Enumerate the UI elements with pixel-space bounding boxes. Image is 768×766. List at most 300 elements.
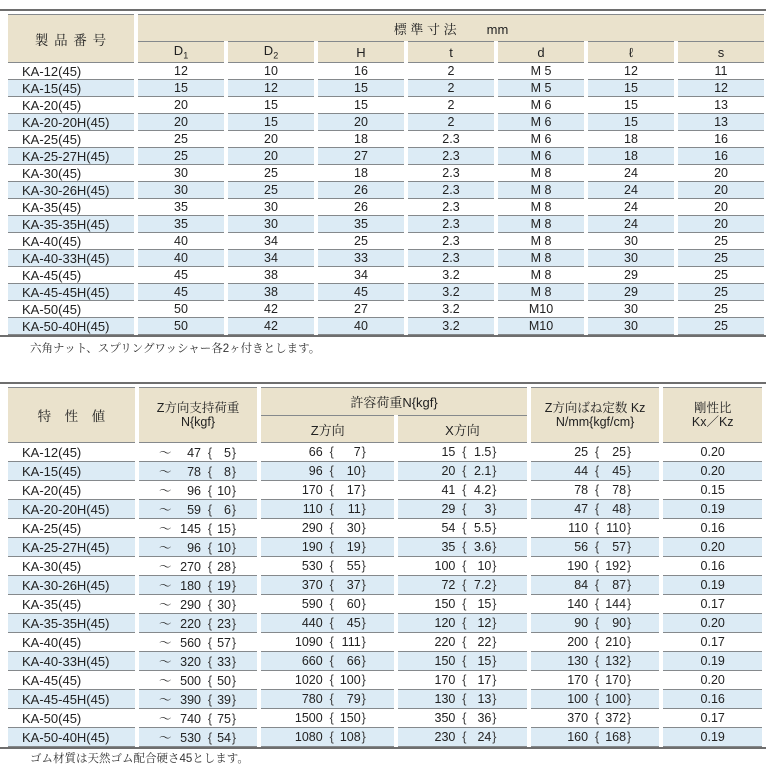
spring-constant-cell <box>531 461 660 480</box>
close-brace: } <box>492 711 497 725</box>
value-kgf: 1.5 <box>474 445 492 459</box>
open-brace: { <box>329 616 334 630</box>
dimension-cell: 34 <box>228 232 314 249</box>
product-number-cell: KA-25(45) <box>8 130 134 147</box>
dimension-cell: 15 <box>588 113 674 130</box>
allowable-load-band: 許容荷重N{kgf} <box>261 387 526 415</box>
allowable-load-x-cell <box>398 575 527 594</box>
dimension-cell: 16 <box>678 147 764 164</box>
allowable-load-x-cell <box>398 556 527 575</box>
value-n: 160 <box>567 730 589 744</box>
close-brace: } <box>627 635 632 649</box>
column-header-d2 <box>228 41 314 62</box>
dimension-cell: 20 <box>138 113 224 130</box>
product-number-cell: KA-35-35H(45) <box>8 215 134 232</box>
column-sub: 2 <box>273 50 279 61</box>
allowable-load-z-cell <box>261 575 394 594</box>
value-n: 740 <box>180 712 201 726</box>
table-row <box>8 651 762 670</box>
z-support-load-cell <box>139 670 258 689</box>
stiffness-ratio-cell: 0.15 <box>663 480 762 499</box>
table-row <box>8 130 764 147</box>
spring-constant-cell <box>531 727 660 747</box>
allowable-load-x-cell <box>398 480 527 499</box>
spring-constant-cell <box>531 689 660 708</box>
allowable-load-x-cell <box>398 613 527 632</box>
dimension-cell: 25 <box>318 232 404 249</box>
open-brace: { <box>462 559 467 573</box>
table-row <box>8 442 762 461</box>
spring-constant-cell <box>531 537 660 556</box>
open-brace: { <box>207 541 213 555</box>
value-kgf: 87 <box>612 578 627 592</box>
close-brace: } <box>231 484 237 498</box>
z-support-load-cell <box>139 613 258 632</box>
characteristics-table <box>4 387 766 747</box>
allowable-load-z-cell <box>261 689 394 708</box>
dimension-cell: 15 <box>228 113 314 130</box>
value-n: 290 <box>180 598 201 612</box>
dimension-cell: M 8 <box>498 249 584 266</box>
close-brace: } <box>627 502 632 516</box>
close-brace: } <box>231 522 237 536</box>
open-brace: { <box>329 445 334 459</box>
close-brace: } <box>492 483 497 497</box>
table-row <box>8 181 764 198</box>
dimension-cell: 2.3 <box>408 215 494 232</box>
value-n: 370 <box>567 711 589 725</box>
value-kgf: 22 <box>477 635 492 649</box>
column-header-s <box>678 41 764 62</box>
dimension-cell: 18 <box>318 164 404 181</box>
dimension-cell: 34 <box>318 266 404 283</box>
value-n: 110 <box>302 502 323 516</box>
dimension-cell: M 6 <box>498 96 584 113</box>
column-label: D <box>173 43 184 59</box>
product-number-cell: KA-15(45) <box>8 461 135 480</box>
product-number-cell: KA-40(45) <box>8 632 135 651</box>
dimension-cell: 2.3 <box>408 164 494 181</box>
header-row <box>8 14 764 41</box>
allowable-load-z-cell <box>261 613 394 632</box>
value-kgf: 19 <box>346 540 361 554</box>
value-kgf: 23 <box>217 617 231 631</box>
dimension-cell: 27 <box>318 300 404 317</box>
open-brace: { <box>329 540 334 554</box>
value-kgf: 12 <box>477 616 492 630</box>
value-n: 350 <box>434 711 456 725</box>
product-number-cell: KA-35(45) <box>8 198 134 215</box>
open-brace: { <box>462 578 467 592</box>
value-n: 270 <box>180 560 201 574</box>
close-brace: } <box>231 712 237 726</box>
allowable-load-x-cell <box>398 442 527 461</box>
dimension-cell: 26 <box>318 198 404 215</box>
column-header-h <box>318 41 404 62</box>
close-brace: } <box>627 483 632 497</box>
header-line: Kx／Kz <box>691 415 734 429</box>
table-row <box>8 613 762 632</box>
table-row <box>8 708 762 727</box>
close-brace: } <box>361 540 366 554</box>
value-kgf: 5.5 <box>474 521 492 535</box>
value-n: 78 <box>187 465 201 479</box>
close-brace: } <box>492 616 497 630</box>
column-header-d <box>498 41 584 62</box>
band-title: 標 準 寸 法 <box>393 21 457 37</box>
table-row <box>8 283 764 300</box>
column-header-t <box>408 41 494 62</box>
catalog-page <box>0 9 766 765</box>
close-brace: } <box>492 654 497 668</box>
dimension-cell: M 8 <box>498 198 584 215</box>
close-brace: } <box>231 446 237 460</box>
dimension-cell: 25 <box>678 266 764 283</box>
table-row <box>8 147 764 164</box>
table-row <box>8 575 762 594</box>
value-n: 66 <box>308 445 323 459</box>
dimension-cell: 25 <box>228 181 314 198</box>
open-brace: { <box>207 598 213 612</box>
product-number-cell: KA-15(45) <box>8 79 134 96</box>
value-n: 96 <box>308 464 323 478</box>
dimension-cell: 2 <box>408 113 494 130</box>
value-kgf: 66 <box>346 654 361 668</box>
dimension-cell: 3.2 <box>408 317 494 335</box>
close-brace: } <box>361 578 366 592</box>
dimension-cell: 2.3 <box>408 147 494 164</box>
close-brace: } <box>492 445 497 459</box>
value-n: 140 <box>567 597 589 611</box>
close-brace: } <box>492 730 497 744</box>
table-row <box>8 62 764 79</box>
value-n: 190 <box>567 559 589 573</box>
open-brace: { <box>329 692 334 706</box>
stiffness-ratio-cell: 0.20 <box>663 461 762 480</box>
allowable-load-z-cell <box>261 480 394 499</box>
open-brace: { <box>595 711 600 725</box>
dimension-cell: 24 <box>588 215 674 232</box>
divider <box>0 382 766 384</box>
z-support-load-cell <box>139 556 258 575</box>
value-n: 780 <box>301 692 323 706</box>
table-row <box>8 266 764 283</box>
value-kgf: 50 <box>217 674 231 688</box>
dimension-cell: 26 <box>318 181 404 198</box>
dimension-cell: M10 <box>498 300 584 317</box>
spring-constant-cell <box>531 613 660 632</box>
divider <box>0 9 766 11</box>
product-number-cell: KA-20-20H(45) <box>8 499 135 518</box>
value-kgf: 17 <box>346 483 361 497</box>
value-kgf: 28 <box>217 560 231 574</box>
close-brace: } <box>361 711 366 725</box>
open-brace: { <box>595 673 600 687</box>
allowable-load-z-cell <box>261 670 394 689</box>
open-brace: { <box>207 579 213 593</box>
open-brace: { <box>462 635 467 649</box>
allowable-load-x-cell <box>398 461 527 480</box>
column-label: D <box>263 43 274 59</box>
close-brace: } <box>492 597 497 611</box>
value-kgf: 192 <box>605 559 627 573</box>
header-row <box>8 387 762 415</box>
z-support-load-cell <box>139 651 258 670</box>
divider <box>0 335 766 337</box>
value-kgf: 15 <box>477 654 492 668</box>
table-row <box>8 556 762 575</box>
product-number-cell: KA-50(45) <box>8 300 134 317</box>
product-number-cell: KA-30(45) <box>8 164 134 181</box>
value-n: 84 <box>574 578 589 592</box>
dimension-cell: 13 <box>678 96 764 113</box>
open-brace: { <box>462 483 467 497</box>
open-brace: { <box>462 711 467 725</box>
allowable-load-x-cell <box>398 632 527 651</box>
value-kgf: 210 <box>605 635 627 649</box>
value-n: 110 <box>568 521 589 535</box>
value-kgf: 24 <box>477 730 492 744</box>
product-number-cell: KA-30(45) <box>8 556 135 575</box>
dimension-cell: 50 <box>138 317 224 335</box>
value-kgf: 3 <box>484 502 492 516</box>
open-brace: { <box>207 712 213 726</box>
allowable-load-x-cell <box>398 708 527 727</box>
spring-constant-cell <box>531 442 660 461</box>
dimension-cell: M 6 <box>498 113 584 130</box>
dimension-cell: 24 <box>588 198 674 215</box>
dimension-cell: 25 <box>138 147 224 164</box>
dims-footnote: 六角ナット、スプリングワッシャー各2ヶ付きとします。 <box>30 343 321 355</box>
dimension-cell: 30 <box>228 198 314 215</box>
dimension-cell: 50 <box>138 300 224 317</box>
z-support-load-cell <box>139 442 258 461</box>
spring-constant-cell <box>531 518 660 537</box>
value-kgf: 10 <box>477 559 492 573</box>
value-kgf: 13 <box>477 692 492 706</box>
allowable-load-z-cell <box>261 499 394 518</box>
spring-constant-cell <box>531 632 660 651</box>
value-kgf: 5 <box>224 446 231 460</box>
close-brace: } <box>492 692 497 706</box>
value-kgf: 10 <box>217 541 231 555</box>
open-brace: { <box>207 465 213 479</box>
value-kgf: 54 <box>217 731 231 745</box>
close-brace: } <box>361 483 366 497</box>
dimension-cell: 24 <box>588 164 674 181</box>
value-n: 44 <box>574 464 589 478</box>
product-number-cell: KA-35(45) <box>8 594 135 613</box>
allowable-load-z-cell <box>261 727 394 747</box>
open-brace: { <box>207 636 213 650</box>
value-n: 96 <box>187 484 201 498</box>
spring-constant-header <box>531 387 660 442</box>
value-kgf: 60 <box>346 597 361 611</box>
header-line: N{kgf} <box>180 415 216 429</box>
product-number-cell: KA-50(45) <box>8 708 135 727</box>
close-brace: } <box>361 673 366 687</box>
allowable-load-z-cell <box>261 442 394 461</box>
open-brace: { <box>462 673 467 687</box>
value-n: 190 <box>301 540 323 554</box>
close-brace: } <box>627 673 632 687</box>
dimension-cell: M 8 <box>498 215 584 232</box>
open-brace: { <box>462 730 467 744</box>
close-brace: } <box>627 597 632 611</box>
close-brace: } <box>627 730 632 744</box>
dimension-cell: 35 <box>318 215 404 232</box>
value-n: 150 <box>434 654 456 668</box>
value-kgf: 90 <box>612 616 627 630</box>
dimension-cell: 38 <box>228 283 314 300</box>
table-row <box>8 232 764 249</box>
dimension-cell: M 8 <box>498 283 584 300</box>
value-n: 200 <box>567 635 589 649</box>
close-brace: } <box>231 617 237 631</box>
open-brace: { <box>329 673 334 687</box>
value-n: 47 <box>574 502 589 516</box>
x-direction-subheader: X方向 <box>398 415 527 442</box>
spring-constant-cell <box>531 651 660 670</box>
close-brace: } <box>361 616 366 630</box>
table-row <box>8 632 762 651</box>
dimension-cell: 30 <box>138 181 224 198</box>
close-brace: } <box>627 711 632 725</box>
z-support-load-cell <box>139 537 258 556</box>
value-kgf: 57 <box>612 540 627 554</box>
value-n: 54 <box>441 521 456 535</box>
value-n: 500 <box>180 674 201 688</box>
close-brace: } <box>627 464 632 478</box>
value-kgf: 17 <box>477 673 492 687</box>
dimension-cell: 42 <box>228 317 314 335</box>
close-brace: } <box>231 560 237 574</box>
value-n: 440 <box>301 616 323 630</box>
value-kgf: 48 <box>612 502 627 516</box>
tilde-prefix: ～ <box>159 446 172 460</box>
dimension-cell: 25 <box>678 249 764 266</box>
dimension-cell: M 5 <box>498 79 584 96</box>
z-direction-subheader: Z方向 <box>261 415 394 442</box>
dimension-cell: 33 <box>318 249 404 266</box>
open-brace: { <box>462 654 467 668</box>
spring-constant-cell <box>531 670 660 689</box>
dimension-cell: 40 <box>138 232 224 249</box>
allowable-load-x-cell <box>398 689 527 708</box>
value-kgf: 170 <box>605 673 627 687</box>
dimension-cell: M 5 <box>498 62 584 79</box>
value-n: 220 <box>180 617 201 631</box>
table-row <box>8 480 762 499</box>
close-brace: } <box>627 559 632 573</box>
allowable-load-z-cell <box>261 556 394 575</box>
dimension-cell: 35 <box>138 198 224 215</box>
product-number-cell: KA-45(45) <box>8 670 135 689</box>
dimension-cell: 45 <box>138 283 224 300</box>
product-number-cell: KA-20(45) <box>8 96 134 113</box>
table-row <box>8 499 762 518</box>
dimension-cell: 20 <box>228 130 314 147</box>
open-brace: { <box>595 635 600 649</box>
dimension-cell: 3.2 <box>408 283 494 300</box>
dimension-cell: 3.2 <box>408 266 494 283</box>
open-brace: { <box>329 464 334 478</box>
dimension-cell: 20 <box>318 113 404 130</box>
dimension-cell: 42 <box>228 300 314 317</box>
open-brace: { <box>329 521 334 535</box>
open-brace: { <box>595 502 600 516</box>
dimension-cell: 10 <box>228 62 314 79</box>
allowable-load-z-cell <box>261 632 394 651</box>
value-n: 96 <box>187 541 201 555</box>
z-support-load-cell <box>139 499 258 518</box>
product-number-cell: KA-25-27H(45) <box>8 537 135 556</box>
value-n: 130 <box>434 692 456 706</box>
spring-constant-cell <box>531 575 660 594</box>
dimension-cell: 25 <box>228 164 314 181</box>
value-n: 78 <box>574 483 589 497</box>
value-n: 29 <box>441 502 456 516</box>
dimension-cell: 2.3 <box>408 232 494 249</box>
product-number-cell: KA-40-33H(45) <box>8 651 135 670</box>
open-brace: { <box>595 521 600 535</box>
z-support-load-cell <box>139 518 258 537</box>
value-kgf: 33 <box>217 655 231 669</box>
product-number-cell: KA-20(45) <box>8 480 135 499</box>
dimension-cell: 2.3 <box>408 130 494 147</box>
value-n: 59 <box>187 503 201 517</box>
product-number-cell: KA-40(45) <box>8 232 134 249</box>
stiffness-ratio-cell: 0.19 <box>663 575 762 594</box>
dimension-cell: M 8 <box>498 266 584 283</box>
value-n: 560 <box>180 636 201 650</box>
stiffness-ratio-cell: 0.20 <box>663 670 762 689</box>
value-n: 1020 <box>294 673 323 687</box>
close-brace: } <box>627 445 632 459</box>
value-kgf: 45 <box>612 464 627 478</box>
stiffness-ratio-cell: 0.17 <box>663 632 762 651</box>
dimension-cell: 20 <box>228 147 314 164</box>
allowable-load-z-cell <box>261 537 394 556</box>
open-brace: { <box>329 654 334 668</box>
characteristic-value-header: 特 性 値 <box>8 387 135 442</box>
stiffness-ratio-header <box>663 387 762 442</box>
z-support-load-cell <box>139 575 258 594</box>
divider <box>0 747 766 749</box>
z-support-load-cell <box>139 461 258 480</box>
product-number-cell: KA-25(45) <box>8 518 135 537</box>
open-brace: { <box>462 502 467 516</box>
header-line: Z方向支持荷重 <box>156 401 240 415</box>
value-kgf: 150 <box>339 711 361 725</box>
close-brace: } <box>361 730 366 744</box>
product-number-cell: KA-45-45H(45) <box>8 689 135 708</box>
close-brace: } <box>361 521 366 535</box>
value-kgf: 168 <box>605 730 627 744</box>
dimension-cell: 20 <box>678 181 764 198</box>
open-brace: { <box>595 464 600 478</box>
table-row <box>8 727 762 747</box>
close-brace: } <box>492 521 497 535</box>
close-brace: } <box>627 521 632 535</box>
open-brace: { <box>462 464 467 478</box>
column-label: H <box>356 44 366 60</box>
dimension-cell: 45 <box>318 283 404 300</box>
value-n: 145 <box>180 522 201 536</box>
z-support-load-cell <box>139 689 258 708</box>
open-brace: { <box>329 711 334 725</box>
value-kgf: 144 <box>605 597 627 611</box>
